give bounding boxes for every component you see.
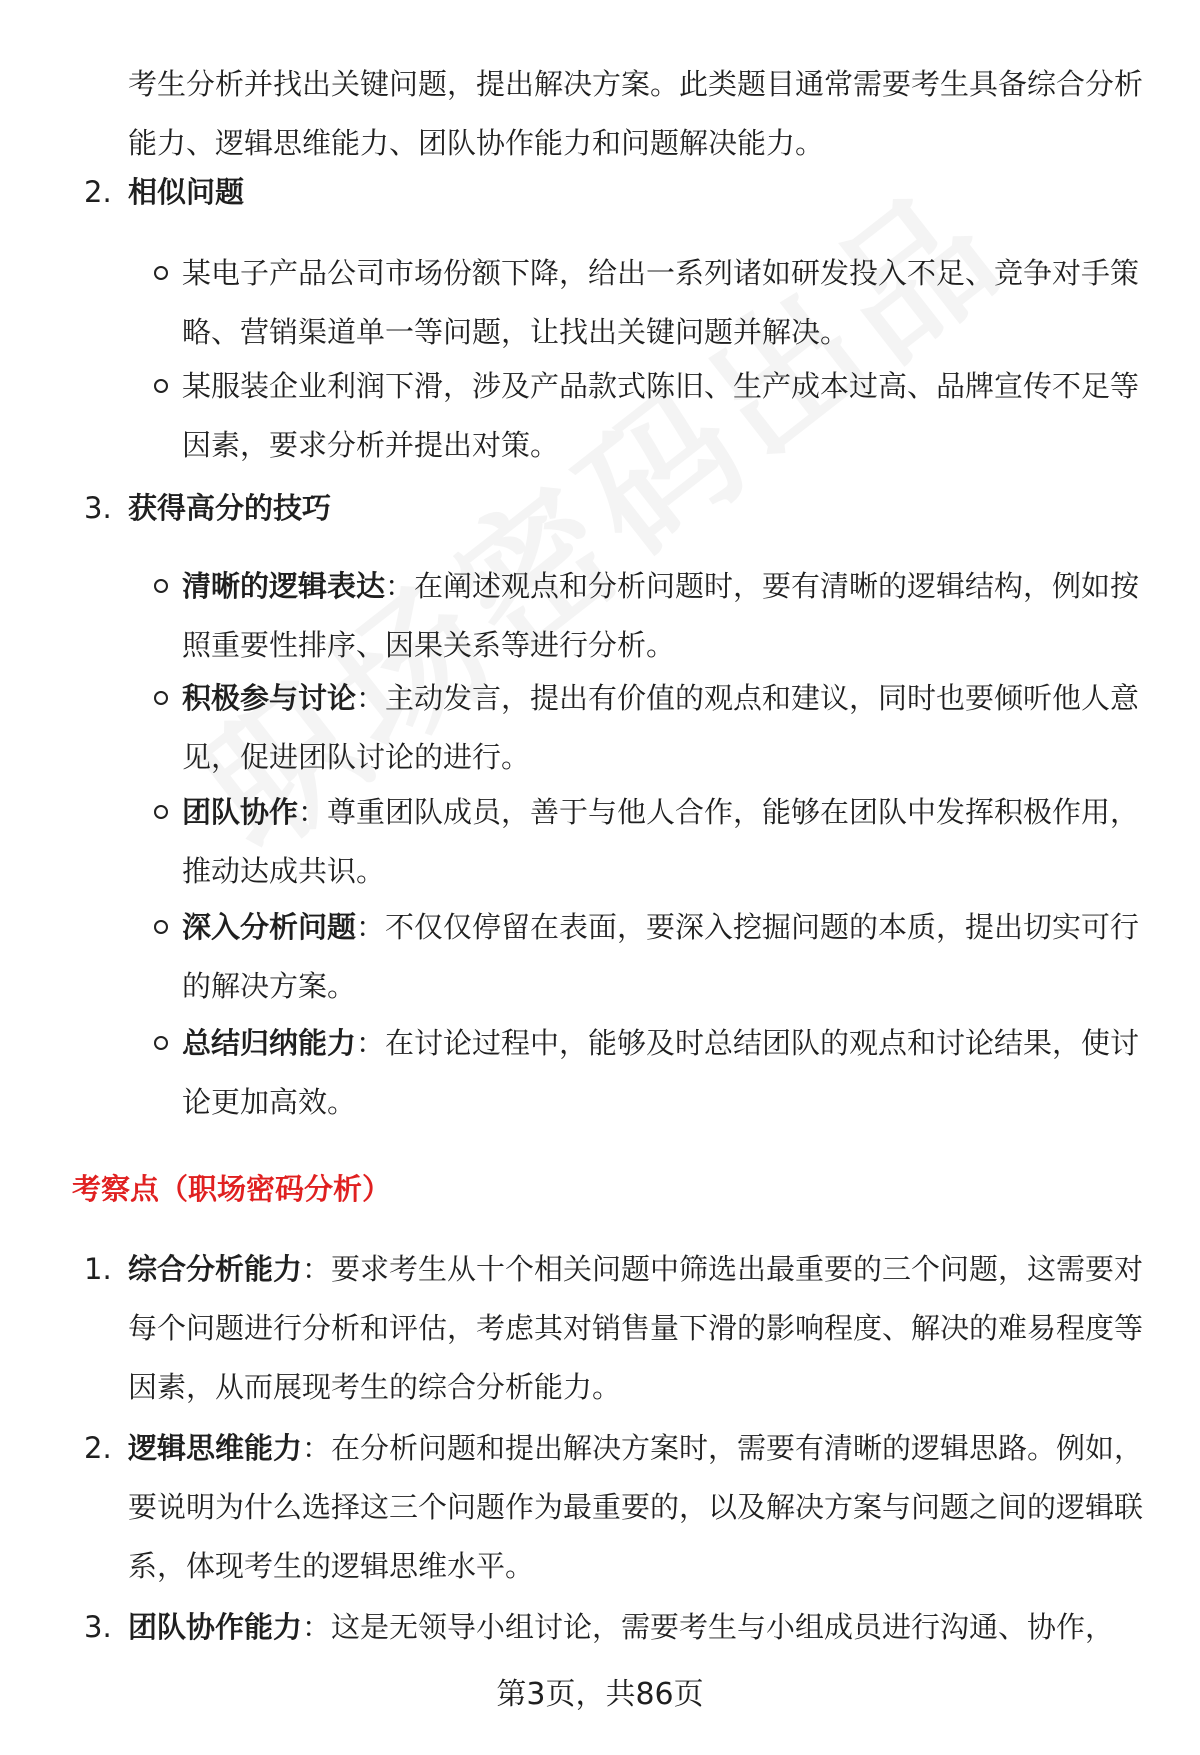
list-number: 2. — [84, 175, 112, 209]
list-item — [128, 1598, 1148, 1657]
list-item — [128, 1419, 1148, 1596]
bullet-icon — [154, 379, 168, 393]
page-number-footer: 第3页，共86页 — [496, 1677, 704, 1712]
list-item — [128, 1240, 1148, 1417]
list-item — [182, 783, 1148, 901]
list-heading: 相似问题 — [128, 175, 245, 209]
intro-continuation: 考生分析并找出关键问题，提出解决方案。此类题目通常需要考生具备综合分析能力、逻辑思维能力、团队协作能力和问题解决能力。 — [128, 67, 1144, 160]
item-text: ：在阐述观点和分析问题时，要有清晰的逻辑结构，例如按照重要性排序、因果关系等进行分析。 — [182, 569, 1140, 662]
item-label: 深入分析问题 — [182, 910, 357, 944]
item-text: ：要求考生从十个相关问题中筛选出最重要的三个问题，这需要对每个问题进行分析和评估，考虑其对销售量下滑的影响程度、解决的难易程度等因素，从而展现考生的综合分析能力。 — [128, 1252, 1144, 1404]
list-number: 1. — [84, 1252, 112, 1286]
item-label: 清晰的逻辑表达 — [182, 569, 386, 603]
item-label: 综合分析能力 — [128, 1252, 303, 1286]
item-label: 总结归纳能力 — [182, 1026, 357, 1060]
list-item — [182, 557, 1148, 675]
list-number: 3. — [84, 1610, 112, 1644]
item-text: ：主动发言，提出有价值的观点和建议，同时也要倾听他人意见，促进团队讨论的进行。 — [182, 681, 1140, 774]
section-title: 考察点（职场密码分析） — [72, 1172, 392, 1206]
list-item — [182, 669, 1148, 787]
bullet-icon — [154, 805, 168, 819]
item-label: 团队协作 — [182, 795, 299, 829]
bullet-icon — [154, 579, 168, 593]
bullet-icon — [154, 920, 168, 934]
list-item: 某电子产品公司市场份额下降，给出一系列诸如研发投入不足、竞争对手策略、营销渠道单一等问题，让找出关键问题并解决。 — [182, 256, 1140, 349]
list-heading: 获得高分的技巧 — [128, 491, 332, 525]
bullet-icon — [154, 266, 168, 280]
list-item — [182, 898, 1148, 1016]
item-label: 逻辑思维能力 — [128, 1431, 303, 1465]
item-text: ：在分析问题和提出解决方案时，需要有清晰的逻辑思路。例如，要说明为什么选择这三个问题作为最重要的，以及解决方案与问题之间的逻辑联系，体现考生的逻辑思维水平。 — [128, 1431, 1144, 1583]
item-text: ：尊重团队成员，善于与他人合作，能够在团队中发挥积极作用，推动达成共识。 — [182, 795, 1140, 888]
list-item: 某服装企业利润下滑，涉及产品款式陈旧、生产成本过高、品牌宣传不足等因素，要求分析并提出对策。 — [182, 369, 1140, 462]
bullet-icon — [154, 691, 168, 705]
item-text: ：在讨论过程中，能够及时总结团队的观点和讨论结果，使讨论更加高效。 — [182, 1026, 1140, 1119]
bullet-icon — [154, 1036, 168, 1050]
item-text: ：不仅仅停留在表面，要深入挖掘问题的本质，提出切实可行的解决方案。 — [182, 910, 1140, 1003]
item-label: 积极参与讨论 — [182, 681, 357, 715]
list-number: 2. — [84, 1431, 112, 1465]
item-text: ：这是无领导小组讨论，需要考生与小组成员进行沟通、协作， — [302, 1610, 1115, 1644]
list-number: 3. — [84, 491, 112, 525]
list-item — [182, 1014, 1148, 1132]
item-label: 团队协作能力 — [128, 1610, 303, 1644]
